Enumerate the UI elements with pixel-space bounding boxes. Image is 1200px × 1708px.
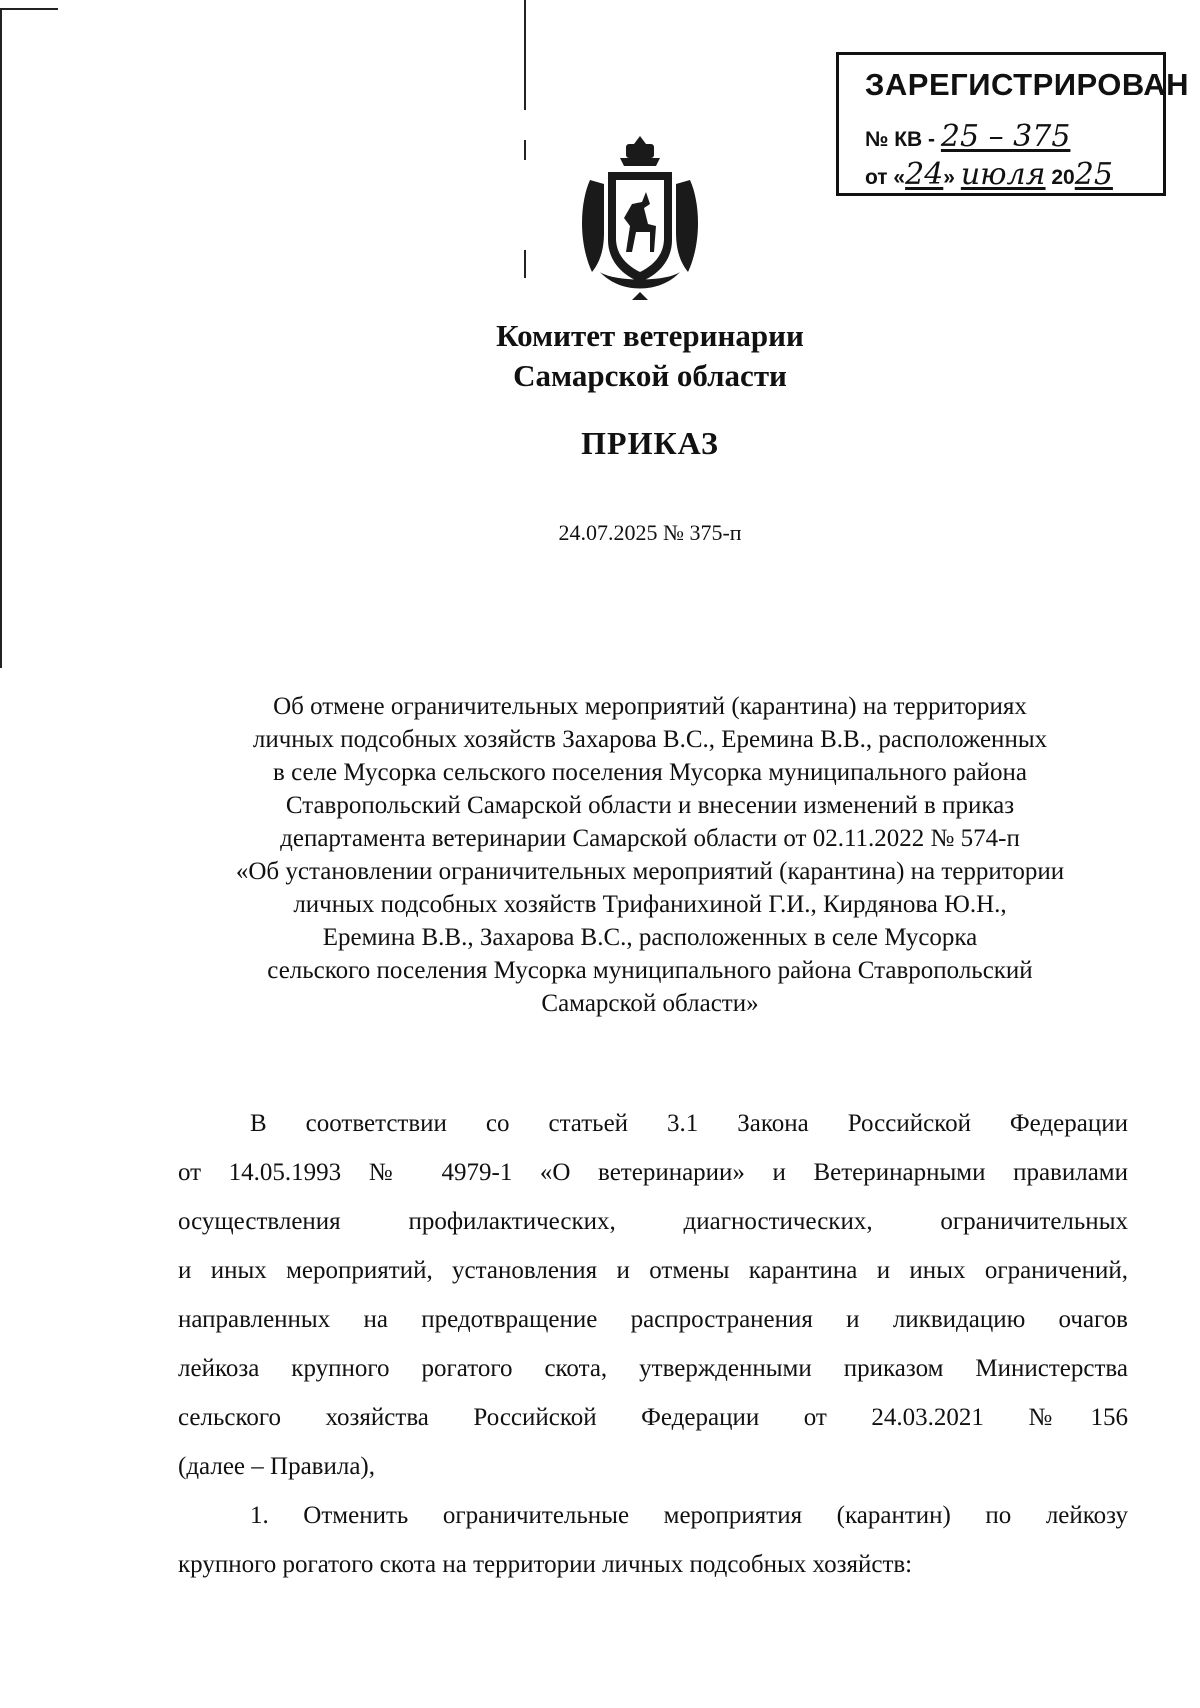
body-line: от 14.05.1993 № 4979-1 «О ветеринарии» и Ветеринарными правилами [178, 1159, 1128, 1186]
subject-line: Самарской области» [541, 990, 759, 1017]
stamp-number-handwritten: 25 – 375 [940, 119, 1071, 154]
body-line: сельского хозяйства Российской Федерации от 24.03.2021 №156 [178, 1404, 1128, 1431]
subject-line: сельского поселения Мусорка муниципального района Ставропольский [267, 957, 1033, 984]
body-line: лейкоза крупного рогатого скота, утвержденными приказом Министерства [178, 1355, 1128, 1382]
scan-fold-line [524, 0, 526, 110]
subject-line: в селе Мусорка сельского поселения Мусорка муниципального района [273, 759, 1027, 786]
scan-fold-line [524, 140, 526, 160]
order-body [178, 1099, 1128, 1589]
stamp-number-row [865, 119, 1070, 154]
stamp-date-month: июля [960, 157, 1046, 192]
order-subject [160, 690, 1140, 1020]
subject-line: «Об установлении ограничительных мероприятий (карантина) на территории [235, 858, 1065, 885]
stamp-title: ЗАРЕГИСТРИРОВАН [865, 67, 1190, 102]
stamp-date-year: 25 [1074, 157, 1113, 192]
document-date-number: 24.07.2025 № 375-п [558, 520, 742, 545]
coat-of-arms-emblem [570, 132, 710, 302]
stamp-number-prefix: № КВ - [865, 128, 936, 151]
scan-fold-line [524, 250, 526, 278]
subject-line: личных подсобных хозяйств Трифанихиной Г.И., Кирдянова Ю.Н., [293, 891, 1007, 918]
subject-line: Еремина В.В., Захарова В.С., расположенных в селе Мусорка [322, 924, 978, 951]
body-line: крупного рогатого скота на территории личных подсобных хозяйств: [178, 1551, 913, 1578]
registration-stamp [836, 52, 1190, 196]
stamp-date-row [865, 157, 1113, 192]
stamp-date-sep: » [943, 166, 955, 189]
body-line: осуществления профилактических, диагностических, ограничительных [178, 1208, 1128, 1235]
body-line: и иных мероприятий, установления и отмены карантина и иных ограничений, [178, 1257, 1128, 1284]
stamp-date-day: 24 [905, 157, 944, 192]
subject-line: Об отмене ограничительных мероприятий (карантина) на территориях [273, 693, 1027, 720]
stamp-date-year-prefix: 20 [1051, 166, 1075, 189]
body-line: (далее – Правила), [178, 1453, 376, 1480]
body-line: 1. Отменить ограничительные мероприятия (карантин) по лейкозу [250, 1502, 1128, 1529]
subject-line: личных подсобных хозяйств Захарова В.С., Еремина В.В., расположенных [252, 726, 1048, 753]
body-line: В соответствии со статьей 3.1 Закона Российской Федерации [250, 1110, 1128, 1137]
subject-line: департамента ветеринарии Самарской области от 02.11.2022 № 574-п [280, 825, 1020, 852]
organization-name-line1: Комитет ветеринарии [496, 318, 804, 353]
stamp-date-prefix: от « [865, 166, 906, 189]
subject-line: Ставропольский Самарской области и внесении изменений в приказ [285, 792, 1015, 819]
document-type-title: ПРИКАЗ [581, 425, 719, 461]
scan-edge-line [0, 8, 58, 10]
body-line: направленных на предотвращение распространения и ликвидацию очагов [178, 1306, 1128, 1333]
organization-name-line2: Самарской области [513, 358, 787, 393]
